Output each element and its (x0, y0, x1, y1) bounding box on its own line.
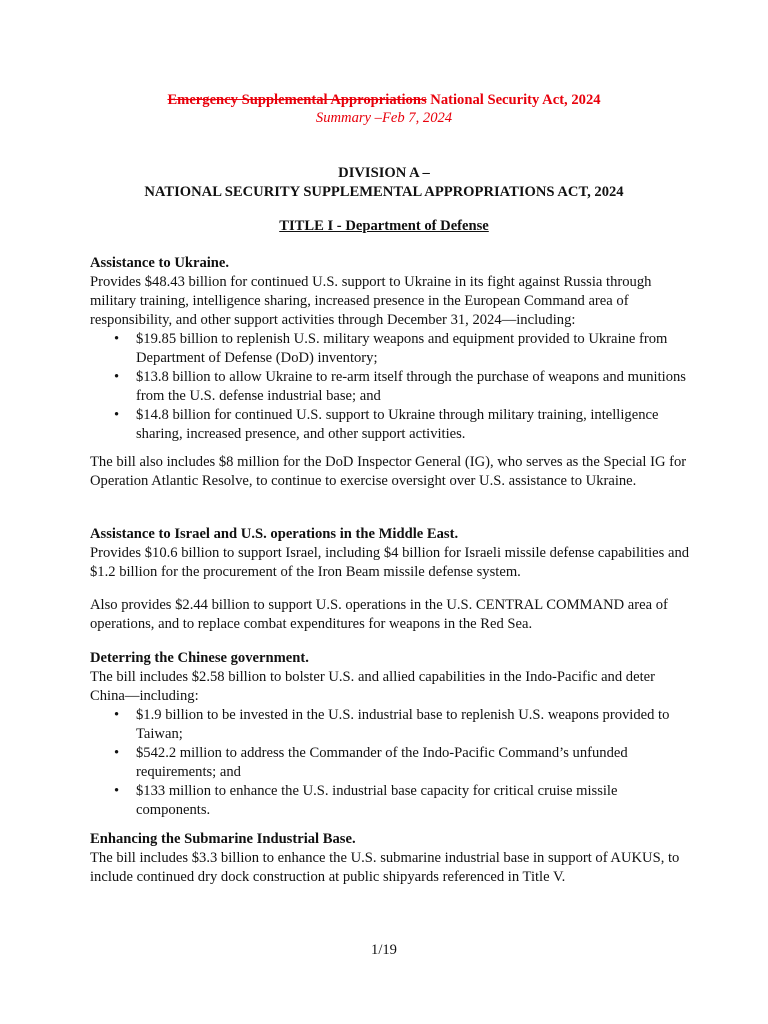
division-heading (0, 164, 768, 202)
china-bullet-list (90, 706, 690, 820)
ukraine-heading: Assistance to Ukraine. (90, 255, 230, 271)
ukraine-ig-text: The bill also includes $8 million for the DoD Inspector General (IG), who serves as the Special IG for Operation Atlantic Resolve, to continue to exercise oversight over U.S. assistance to Ukraine. (90, 454, 687, 489)
china-section (90, 649, 690, 820)
title-new-text: National Security Act, 2024 (426, 92, 601, 108)
ukraine-bullet-list (90, 330, 690, 444)
document-subtitle: Summary –Feb 7, 2024 (315, 110, 453, 126)
page-number: 1/19 (371, 942, 397, 958)
title-struck-text: Emergency Supplemental Appropriations (167, 92, 427, 108)
submarine-paragraph: The bill includes $3.3 billion to enhance the U.S. submarine industrial base in support of AUKUS, to include continued dry dock construction at public shipyards referenced in Title V. (90, 850, 680, 885)
division-line-1: DIVISION A – (338, 165, 430, 181)
china-heading: Deterring the Chinese government. (90, 650, 309, 666)
israel-paragraph-2: Also provides $2.44 billion to support U.S. operations in the U.S. CENTRAL COMMAND area of operations, and to replace combat expenditures for weapons in the Red Sea. (90, 597, 668, 632)
israel-centcom-paragraph (90, 596, 690, 634)
ukraine-intro: Provides $48.43 billion for continued U.S. support to Ukraine in its fight against Russia through military training, intelligence sharing, increased presence in the European Command area of responsibility, and other support activities through December 31, 2024—including: (90, 274, 652, 328)
document-title (0, 92, 768, 109)
submarine-heading: Enhancing the Submarine Industrial Base. (90, 831, 356, 847)
china-bullet: • $133 million to enhance the U.S. industrial base capacity for critical cruise missile components. (90, 782, 690, 820)
title-heading: TITLE I - Department of Defense (279, 218, 489, 234)
ukraine-bullet: • $13.8 billion to allow Ukraine to re-arm itself through the purchase of weapons and munitions from the U.S. defense industrial base; and (90, 368, 690, 406)
ukraine-ig-paragraph (90, 453, 690, 491)
israel-paragraph-1: Provides $10.6 billion to support Israel, including $4 billion for Israeli missile defense capabilities and $1.2 billion for the procurement of the Iron Beam missile defense system. (90, 545, 690, 580)
israel-section (90, 525, 690, 582)
israel-heading: Assistance to Israel and U.S. operations in the Middle East. (90, 526, 459, 542)
ukraine-section (90, 254, 690, 444)
ukraine-bullet: • $14.8 billion for continued U.S. support to Ukraine through military training, intelligence sharing, increased presence, and other support activities. (90, 406, 690, 444)
china-intro: The bill includes $2.58 billion to bolster U.S. and allied capabilities in the Indo-Pacific and deter China—including: (90, 669, 655, 704)
china-bullet: • $542.2 million to address the Commander of the Indo-Pacific Command’s unfunded requirements; and (90, 744, 690, 782)
submarine-section (90, 830, 690, 887)
division-line-2: NATIONAL SECURITY SUPPLEMENTAL APPROPRIATIONS ACT, 2024 (144, 184, 624, 200)
ukraine-bullet: • $19.85 billion to replenish U.S. military weapons and equipment provided to Ukraine from Department of Defense (DoD) inventory; (90, 330, 690, 368)
china-bullet: • $1.9 billion to be invested in the U.S. industrial base to replenish U.S. weapons provided to Taiwan; (90, 706, 690, 744)
